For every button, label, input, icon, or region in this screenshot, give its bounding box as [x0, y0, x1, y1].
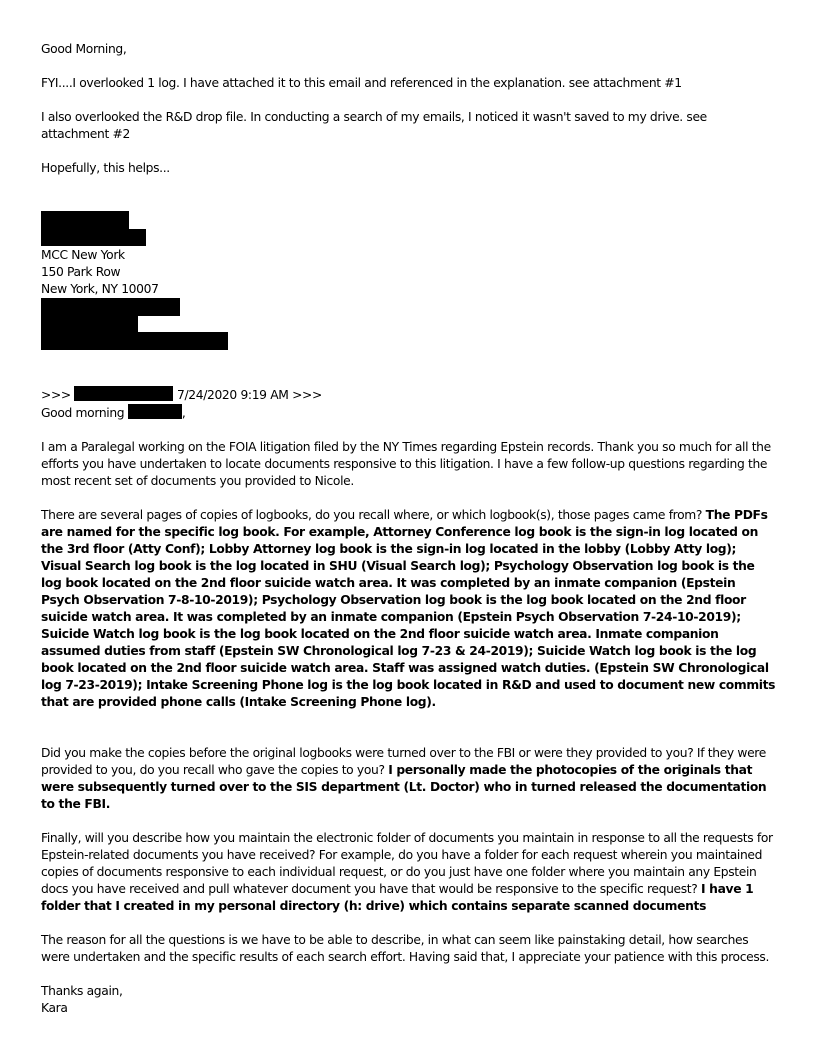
question-1-text: There are several pages of copies of logbooks, do you recall where, or which logbook(s), those pages came from?	[41, 508, 706, 522]
paragraph-hopefully: Hopefully, this helps...	[41, 161, 170, 175]
redaction-block	[41, 298, 180, 316]
paragraph-attachment-2: I also overlooked the R&D drop file. In conducting a search of my emails, I noticed it wasn't saved to my drive. see attachment #2	[41, 110, 707, 141]
redaction-block	[41, 211, 129, 229]
answer-2-text: I personally made the photocopies of the originals that were subsequently turned over to the SIS department (Lt. Doctor) who in turned released the documentation to the FBI.	[41, 763, 767, 811]
greeting: Good Morning,	[41, 42, 127, 56]
quoted-message-header	[41, 386, 776, 404]
question-1	[41, 507, 776, 711]
email-body	[41, 41, 776, 1017]
redaction-block	[41, 332, 228, 350]
signature-city: New York, NY 10007	[41, 282, 159, 296]
paragraph-attachment-1: FYI....I overlooked 1 log. I have attached it to this email and referenced in the explanation. see attachment #1	[41, 76, 682, 90]
paragraph-intro: I am a Paralegal working on the FOIA litigation filed by the NY Times regarding Epstein records. Thank you so much for all the efforts you have undertaken to locate documents responsive to this litigation. I have a few follow-up questions regarding the most recent set of documents you provided to Nicole.	[41, 440, 771, 488]
redaction-block	[41, 229, 146, 246]
paragraph-closing: The reason for all the questions is we have to be able to describe, in what can seem like painstaking detail, how searches were undertaken and the specific results of each search effort. Having said that, I appreciate your patience with this process.	[41, 933, 770, 964]
question-3-text: Finally, will you describe how you maintain the electronic folder of documents you maintain in response to all the requests for Epstein-related documents you have received? For example, do you have a folder for each request wherein you maintained copies of documents responsive to each individual request, or do you just have one folder where you maintain any Epstein docs you have received and pull whatever document you have that would be responsive to the specific request?	[41, 831, 773, 896]
redaction-block	[128, 404, 182, 419]
question-3	[41, 830, 776, 915]
signature-street: 150 Park Row	[41, 265, 121, 279]
quoted-greeting: Good morning ,	[41, 406, 186, 420]
answer-3-text: I have 1 folder that I created in my personal directory (h: drive) which contains separate scanned documents	[41, 882, 754, 913]
question-2-text: Did you make the copies before the original logbooks were turned over to the FBI or were they provided to you? If they were provided to you, do you recall who gave the copies to you?	[41, 746, 766, 777]
signature-redacted-name	[41, 211, 776, 247]
quote-timestamp: 7/24/2020 9:19 AM >>>	[173, 388, 322, 402]
signature-org: MCC New York	[41, 248, 125, 262]
sender-name: Kara	[41, 1001, 68, 1015]
signature-redacted-contact	[41, 298, 776, 350]
quote-prefix: >>>	[41, 388, 75, 402]
signoff: Thanks again,	[41, 984, 123, 998]
redaction-block	[41, 316, 138, 332]
signature-address	[41, 247, 776, 298]
question-2	[41, 745, 776, 813]
answer-1-text: The PDFs are named for the specific log book. For example, Attorney Conference log book is the sign-in log located on the 3rd floor (Atty Conf); Lobby Attorney log book is the sign-in log located in the lobby (Lobby Atty log); Visual Search log book is the log located in SHU (Visual Search log); Psychology Observation log book is the log book located on the 2nd floor suicide watch area. It was completed by an inmate companion (Epstein Psych Observation 7-8-10-2019); Psychology Observation log book is the log book located on the 2nd floor suicide watch area. It was completed by an inmate companion (Epstein Psych Observation 7-24-10-2019); Suicide Watch log book is the log book located on the 2nd floor suicide watch area. Inmate companion assumed duties from staff (Epstein SW Chronological log 7-23 & 24-2019); Suicide Watch log book is the log book located on the 2nd floor suicide watch area. Staff was assigned watch duties. (Epstein SW Chronological log 7-23-2019); Intake Screening Phone log is the log book located in R&D and used to document new commits that are provided phone calls (Intake Screening Phone log).	[41, 508, 776, 709]
redaction-block	[74, 386, 173, 401]
